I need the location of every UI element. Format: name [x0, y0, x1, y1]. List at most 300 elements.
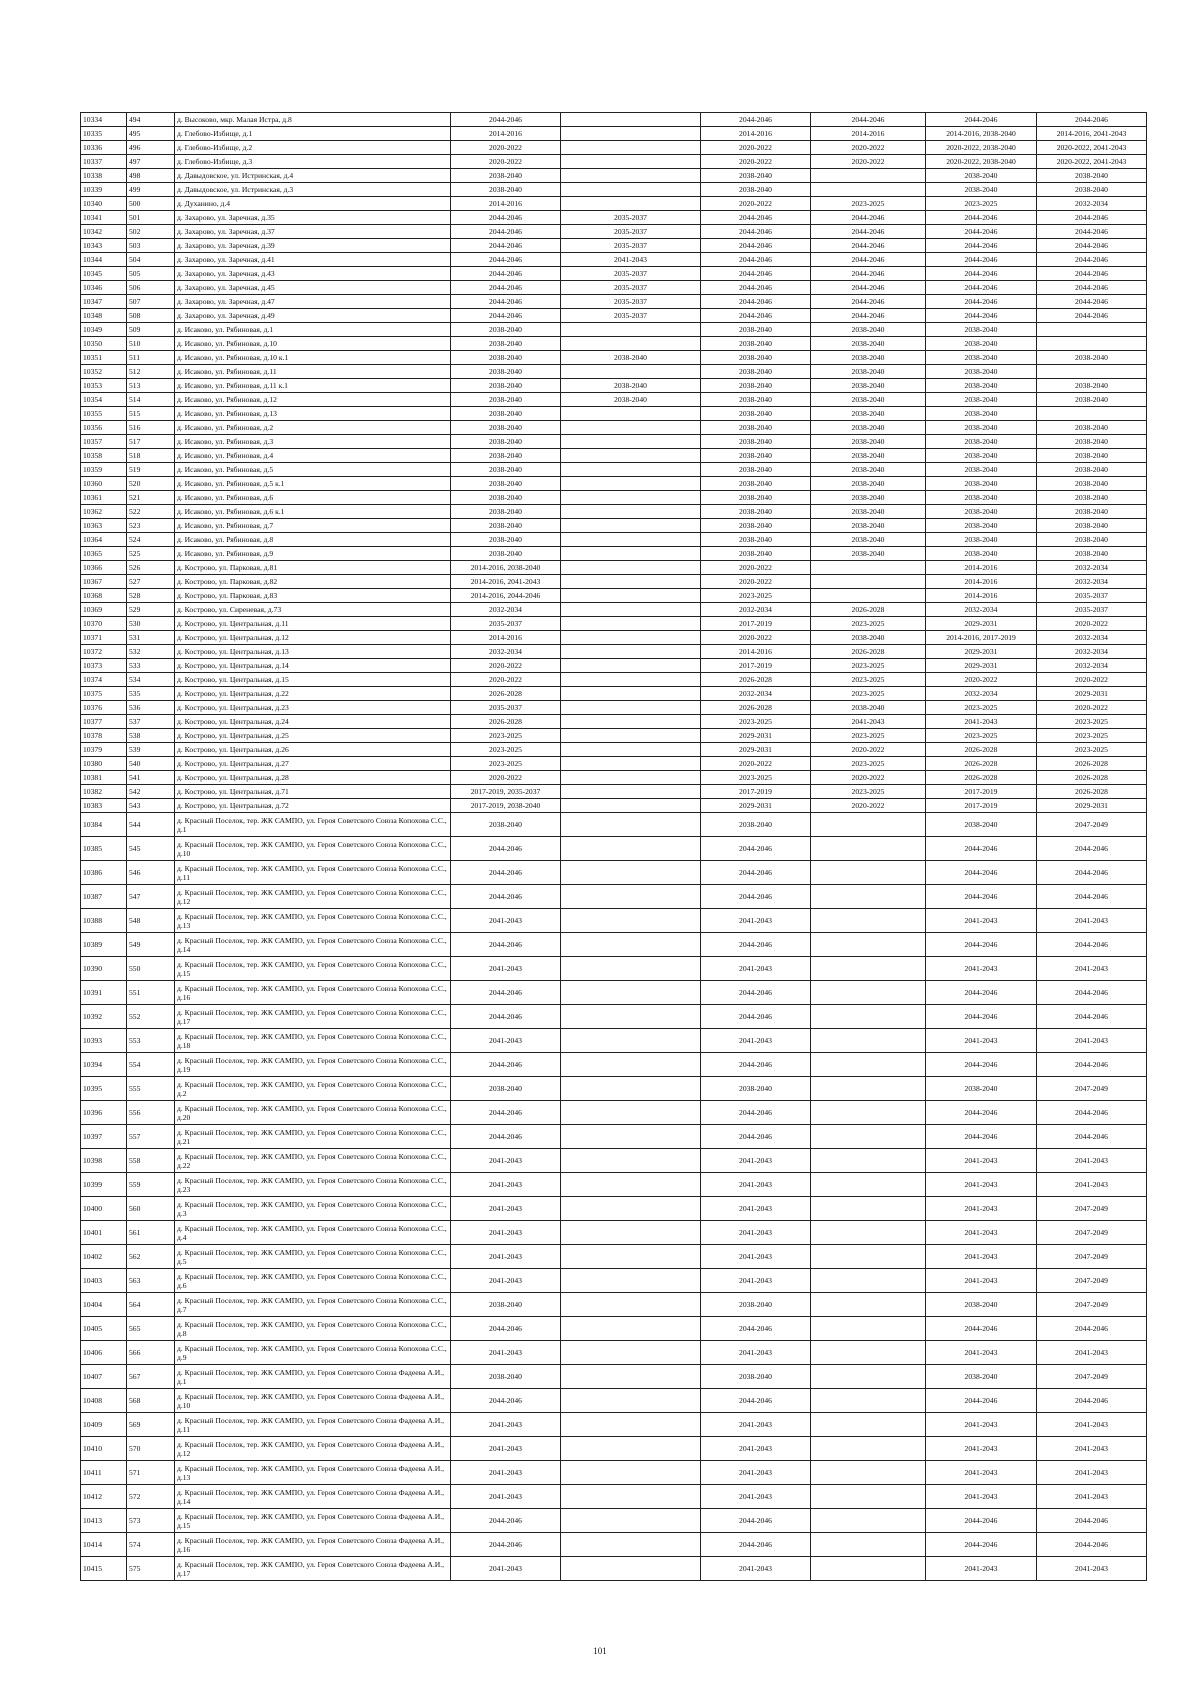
cell-period-4: [811, 169, 926, 183]
cell-period-4: 2044-2046: [811, 211, 926, 225]
cell-period-1: 2044-2046: [451, 1389, 561, 1413]
cell-period-6: 2023-2025: [1037, 715, 1147, 729]
cell-address: д. Глебово-Избище, д.2: [175, 141, 451, 155]
cell-period-6: 2047-2049: [1037, 1293, 1147, 1317]
cell-period-3: 2017-2019: [701, 659, 811, 673]
cell-row-number: 517: [127, 435, 175, 449]
cell-period-4: [811, 1149, 926, 1173]
cell-period-5: 2038-2040: [926, 407, 1037, 421]
cell-period-6: 2035-2037: [1037, 603, 1147, 617]
cell-period-4: 2023-2025: [811, 617, 926, 631]
table-row: [81, 1365, 1147, 1389]
cell-period-4: [811, 1365, 926, 1389]
cell-period-1: 2038-2040: [451, 183, 561, 197]
cell-row-number: 526: [127, 561, 175, 575]
table-row: [81, 1293, 1147, 1317]
cell-record-id: 10339: [81, 183, 127, 197]
cell-row-number: 522: [127, 505, 175, 519]
cell-row-number: 569: [127, 1413, 175, 1437]
cell-period-2: 2041-2043: [561, 253, 701, 267]
cell-period-5: 2041-2043: [926, 1413, 1037, 1437]
cell-period-5: 2044-2046: [926, 1533, 1037, 1557]
cell-period-2: 2035-2037: [561, 281, 701, 295]
cell-row-number: 508: [127, 309, 175, 323]
table-row: [81, 933, 1147, 957]
cell-period-1: 2041-2043: [451, 1341, 561, 1365]
cell-period-1: 2038-2040: [451, 323, 561, 337]
cell-address: д. Красный Поселок, тер. ЖК САМПО, ул. Героя Советского Союза Копохова С.С., д.8: [175, 1317, 451, 1341]
cell-row-number: 509: [127, 323, 175, 337]
cell-period-1: 2023-2025: [451, 743, 561, 757]
cell-period-5: 2032-2034: [926, 687, 1037, 701]
cell-period-1: 2044-2046: [451, 267, 561, 281]
cell-period-6: 2041-2043: [1037, 1557, 1147, 1581]
cell-period-6: 2038-2040: [1037, 477, 1147, 491]
cell-period-2: [561, 631, 701, 645]
cell-period-5: 2044-2046: [926, 1317, 1037, 1341]
cell-period-3: 2038-2040: [701, 337, 811, 351]
cell-address: д. Кострово, ул. Центральная, д.15: [175, 673, 451, 687]
cell-period-6: 2044-2046: [1037, 1509, 1147, 1533]
cell-period-1: 2044-2046: [451, 281, 561, 295]
cell-row-number: 571: [127, 1461, 175, 1485]
cell-period-4: [811, 1173, 926, 1197]
cell-period-4: [811, 1485, 926, 1509]
cell-period-1: 2044-2046: [451, 295, 561, 309]
cell-period-4: 2038-2040: [811, 701, 926, 715]
cell-record-id: 10336: [81, 141, 127, 155]
cell-row-number: 550: [127, 957, 175, 981]
cell-period-5: 2017-2019: [926, 799, 1037, 813]
cell-period-6: 2044-2046: [1037, 1125, 1147, 1149]
cell-record-id: 10393: [81, 1029, 127, 1053]
cell-period-3: 2041-2043: [701, 1173, 811, 1197]
cell-period-3: 2020-2022: [701, 561, 811, 575]
cell-period-6: 2044-2046: [1037, 885, 1147, 909]
cell-period-3: 2020-2022: [701, 141, 811, 155]
table-row: [81, 1173, 1147, 1197]
cell-period-1: 2038-2040: [451, 351, 561, 365]
cell-period-1: 2041-2043: [451, 1221, 561, 1245]
cell-period-3: 2029-2031: [701, 799, 811, 813]
cell-period-6: 2044-2046: [1037, 295, 1147, 309]
cell-record-id: 10415: [81, 1557, 127, 1581]
cell-address: д. Кострово, ул. Сиреневая, д.73: [175, 603, 451, 617]
cell-period-2: [561, 1293, 701, 1317]
cell-period-1: 2038-2040: [451, 813, 561, 837]
cell-record-id: 10409: [81, 1413, 127, 1437]
cell-row-number: 549: [127, 933, 175, 957]
cell-period-6: 2020-2022: [1037, 701, 1147, 715]
cell-period-1: 2038-2040: [451, 519, 561, 533]
cell-period-2: [561, 1533, 701, 1557]
cell-period-1: 2038-2040: [451, 169, 561, 183]
cell-record-id: 10338: [81, 169, 127, 183]
cell-period-6: [1037, 365, 1147, 379]
cell-address: д. Исаково, ул. Рябиновая, д.6 к.1: [175, 505, 451, 519]
cell-period-4: [811, 1509, 926, 1533]
cell-period-6: 2029-2031: [1037, 799, 1147, 813]
cell-period-2: [561, 323, 701, 337]
cell-period-2: [561, 477, 701, 491]
cell-period-3: 2038-2040: [701, 813, 811, 837]
cell-period-4: 2023-2025: [811, 687, 926, 701]
cell-record-id: 10348: [81, 309, 127, 323]
cell-row-number: 495: [127, 127, 175, 141]
cell-address: д. Кострово, ул. Парковая, д.82: [175, 575, 451, 589]
table-row: [81, 1533, 1147, 1557]
cell-period-1: 2020-2022: [451, 155, 561, 169]
cell-record-id: 10353: [81, 379, 127, 393]
cell-period-1: 2041-2043: [451, 1485, 561, 1509]
cell-row-number: 561: [127, 1221, 175, 1245]
cell-period-3: 2044-2046: [701, 239, 811, 253]
cell-record-id: 10363: [81, 519, 127, 533]
cell-period-2: [561, 617, 701, 631]
table-row: [81, 1125, 1147, 1149]
cell-period-4: [811, 1221, 926, 1245]
cell-period-5: 2038-2040: [926, 365, 1037, 379]
cell-period-3: 2020-2022: [701, 631, 811, 645]
cell-address: д. Исаково, ул. Рябиновая, д.11 к.1: [175, 379, 451, 393]
cell-period-5: 2017-2019: [926, 785, 1037, 799]
table-row: [81, 1101, 1147, 1125]
cell-period-1: 2044-2046: [451, 1101, 561, 1125]
cell-period-3: 2017-2019: [701, 785, 811, 799]
cell-period-6: 2041-2043: [1037, 1029, 1147, 1053]
cell-period-2: [561, 113, 701, 127]
table-row: [81, 729, 1147, 743]
table-row: [81, 659, 1147, 673]
cell-address: д. Кострово, ул. Центральная, д.12: [175, 631, 451, 645]
cell-period-3: 2038-2040: [701, 351, 811, 365]
cell-period-3: 2041-2043: [701, 1221, 811, 1245]
cell-row-number: 542: [127, 785, 175, 799]
cell-row-number: 527: [127, 575, 175, 589]
cell-period-4: [811, 561, 926, 575]
cell-address: д. Кострово, ул. Парковая, д.81: [175, 561, 451, 575]
table-row: [81, 169, 1147, 183]
cell-record-id: 10370: [81, 617, 127, 631]
cell-period-4: 2044-2046: [811, 113, 926, 127]
cell-period-6: 2020-2022: [1037, 617, 1147, 631]
cell-address: д. Захарово, ул. Заречная, д.35: [175, 211, 451, 225]
cell-address: д. Захарово, ул. Заречная, д.39: [175, 239, 451, 253]
cell-address: д. Захарово, ул. Заречная, д.41: [175, 253, 451, 267]
cell-period-1: 2044-2046: [451, 837, 561, 861]
cell-record-id: 10342: [81, 225, 127, 239]
cell-record-id: 10398: [81, 1149, 127, 1173]
cell-row-number: 565: [127, 1317, 175, 1341]
cell-row-number: 573: [127, 1509, 175, 1533]
cell-period-1: 2044-2046: [451, 1533, 561, 1557]
cell-period-4: [811, 837, 926, 861]
cell-period-6: 2038-2040: [1037, 393, 1147, 407]
cell-row-number: 514: [127, 393, 175, 407]
cell-row-number: 498: [127, 169, 175, 183]
cell-period-4: 2023-2025: [811, 785, 926, 799]
cell-period-1: 2038-2040: [451, 393, 561, 407]
cell-period-2: [561, 1269, 701, 1293]
cell-period-3: 2038-2040: [701, 491, 811, 505]
cell-period-1: 2041-2043: [451, 1437, 561, 1461]
cell-period-4: [811, 981, 926, 1005]
cell-period-1: 2041-2043: [451, 1557, 561, 1581]
cell-address: д. Захарово, ул. Заречная, д.37: [175, 225, 451, 239]
cell-period-3: 2044-2046: [701, 253, 811, 267]
cell-period-5: 2014-2016: [926, 589, 1037, 603]
cell-period-1: 2038-2040: [451, 491, 561, 505]
cell-period-6: 2044-2046: [1037, 933, 1147, 957]
cell-record-id: 10367: [81, 575, 127, 589]
cell-period-2: [561, 1077, 701, 1101]
table-row: [81, 337, 1147, 351]
cell-period-5: 2044-2046: [926, 295, 1037, 309]
cell-record-id: 10375: [81, 687, 127, 701]
cell-row-number: 563: [127, 1269, 175, 1293]
cell-period-2: [561, 981, 701, 1005]
cell-row-number: 506: [127, 281, 175, 295]
cell-record-id: 10368: [81, 589, 127, 603]
cell-address: д. Красный Поселок, тер. ЖК САМПО, ул. Героя Советского Союза Копохова С.С., д.10: [175, 837, 451, 861]
cell-period-1: 2044-2046: [451, 113, 561, 127]
cell-record-id: 10372: [81, 645, 127, 659]
cell-period-1: 2020-2022: [451, 673, 561, 687]
cell-record-id: 10381: [81, 771, 127, 785]
cell-period-6: 2044-2046: [1037, 239, 1147, 253]
cell-period-3: 2044-2046: [701, 281, 811, 295]
cell-record-id: 10380: [81, 757, 127, 771]
cell-row-number: 566: [127, 1341, 175, 1365]
table-row: [81, 407, 1147, 421]
cell-period-1: 2044-2046: [451, 1053, 561, 1077]
cell-period-2: [561, 1197, 701, 1221]
cell-period-4: 2038-2040: [811, 379, 926, 393]
table-row: [81, 785, 1147, 799]
cell-period-2: [561, 771, 701, 785]
cell-address: д. Кострово, ул. Центральная, д.14: [175, 659, 451, 673]
cell-period-6: 2023-2025: [1037, 729, 1147, 743]
cell-period-4: [811, 1461, 926, 1485]
cell-period-2: 2038-2040: [561, 393, 701, 407]
cell-period-4: [811, 933, 926, 957]
cell-period-5: 2044-2046: [926, 211, 1037, 225]
cell-period-2: 2038-2040: [561, 351, 701, 365]
cell-period-6: 2026-2028: [1037, 757, 1147, 771]
cell-row-number: 524: [127, 533, 175, 547]
cell-period-1: 2044-2046: [451, 1509, 561, 1533]
cell-row-number: 497: [127, 155, 175, 169]
cell-period-4: [811, 575, 926, 589]
cell-period-4: 2020-2022: [811, 771, 926, 785]
cell-period-1: 2014-2016: [451, 127, 561, 141]
cell-period-1: 2038-2040: [451, 547, 561, 561]
cell-period-3: 2044-2046: [701, 1509, 811, 1533]
cell-row-number: 521: [127, 491, 175, 505]
table-row: [81, 351, 1147, 365]
cell-period-2: [561, 687, 701, 701]
table-row: [81, 211, 1147, 225]
cell-period-1: 2026-2028: [451, 715, 561, 729]
cell-period-2: [561, 1413, 701, 1437]
cell-period-1: 2026-2028: [451, 687, 561, 701]
cell-row-number: 504: [127, 253, 175, 267]
cell-period-5: 2044-2046: [926, 861, 1037, 885]
cell-period-1: 2035-2037: [451, 701, 561, 715]
cell-period-3: 2038-2040: [701, 169, 811, 183]
cell-row-number: 496: [127, 141, 175, 155]
table-row: [81, 1437, 1147, 1461]
table-row: [81, 421, 1147, 435]
cell-period-5: 2041-2043: [926, 1485, 1037, 1509]
cell-period-4: 2038-2040: [811, 421, 926, 435]
cell-record-id: 10397: [81, 1125, 127, 1149]
cell-period-4: 2014-2016: [811, 127, 926, 141]
cell-period-4: [811, 813, 926, 837]
table-row: [81, 631, 1147, 645]
cell-period-2: [561, 1245, 701, 1269]
cell-address: д. Кострово, ул. Центральная, д.71: [175, 785, 451, 799]
cell-period-5: 2038-2040: [926, 1365, 1037, 1389]
table-row: [81, 1029, 1147, 1053]
cell-record-id: 10344: [81, 253, 127, 267]
cell-period-5: 2026-2028: [926, 771, 1037, 785]
cell-period-5: 2020-2022, 2038-2040: [926, 155, 1037, 169]
table-row: [81, 1413, 1147, 1437]
cell-period-5: 2044-2046: [926, 1053, 1037, 1077]
cell-period-6: [1037, 323, 1147, 337]
cell-period-5: 2026-2028: [926, 757, 1037, 771]
cell-period-2: [561, 1509, 701, 1533]
cell-period-5: 2038-2040: [926, 435, 1037, 449]
cell-record-id: 10359: [81, 463, 127, 477]
cell-period-4: 2026-2028: [811, 603, 926, 617]
cell-period-2: [561, 1365, 701, 1389]
cell-period-6: 2047-2049: [1037, 1245, 1147, 1269]
cell-period-4: 2038-2040: [811, 505, 926, 519]
cell-record-id: 10355: [81, 407, 127, 421]
cell-period-6: 2044-2046: [1037, 309, 1147, 323]
table-row: [81, 1557, 1147, 1581]
cell-record-id: 10379: [81, 743, 127, 757]
cell-row-number: 575: [127, 1557, 175, 1581]
cell-period-5: 2041-2043: [926, 1197, 1037, 1221]
cell-period-5: 2020-2022: [926, 673, 1037, 687]
cell-row-number: 562: [127, 1245, 175, 1269]
cell-period-3: 2038-2040: [701, 547, 811, 561]
cell-row-number: 528: [127, 589, 175, 603]
cell-period-1: 2017-2019, 2038-2040: [451, 799, 561, 813]
table-row: [81, 239, 1147, 253]
cell-period-2: [561, 1341, 701, 1365]
cell-period-1: 2041-2043: [451, 1461, 561, 1485]
cell-row-number: 537: [127, 715, 175, 729]
cell-period-5: 2014-2016: [926, 561, 1037, 575]
cell-period-6: 2044-2046: [1037, 1533, 1147, 1557]
cell-period-4: 2023-2025: [811, 659, 926, 673]
cell-record-id: 10402: [81, 1245, 127, 1269]
cell-period-2: [561, 1221, 701, 1245]
cell-period-5: 2038-2040: [926, 323, 1037, 337]
cell-period-5: 2041-2043: [926, 1557, 1037, 1581]
cell-period-4: 2038-2040: [811, 477, 926, 491]
cell-period-6: 2026-2028: [1037, 785, 1147, 799]
table-row: [81, 1221, 1147, 1245]
cell-address: д. Красный Поселок, тер. ЖК САМПО, ул. Героя Советского Союза Копохова С.С., д.21: [175, 1125, 451, 1149]
cell-period-3: 2044-2046: [701, 861, 811, 885]
cell-row-number: 567: [127, 1365, 175, 1389]
table-row: [81, 253, 1147, 267]
table-row: [81, 435, 1147, 449]
cell-address: д. Кострово, ул. Центральная, д.24: [175, 715, 451, 729]
cell-period-6: 2038-2040: [1037, 519, 1147, 533]
cell-period-1: 2041-2043: [451, 909, 561, 933]
cell-period-5: 2038-2040: [926, 337, 1037, 351]
cell-period-3: 2041-2043: [701, 1269, 811, 1293]
cell-period-2: [561, 799, 701, 813]
cell-period-1: 2044-2046: [451, 1317, 561, 1341]
cell-period-1: 2044-2046: [451, 1005, 561, 1029]
cell-address: д. Кострово, ул. Центральная, д.27: [175, 757, 451, 771]
cell-period-4: [811, 861, 926, 885]
cell-period-2: 2035-2037: [561, 225, 701, 239]
cell-address: д. Исаково, ул. Рябиновая, д.4: [175, 449, 451, 463]
table-row: [81, 155, 1147, 169]
cell-period-2: [561, 519, 701, 533]
cell-address: д. Кострово, ул. Центральная, д.28: [175, 771, 451, 785]
cell-address: д. Исаково, ул. Рябиновая, д.1: [175, 323, 451, 337]
cell-period-6: 2041-2043: [1037, 1413, 1147, 1437]
cell-period-5: 2044-2046: [926, 1389, 1037, 1413]
cell-address: д. Давыдовское, ул. Истринская, д.4: [175, 169, 451, 183]
cell-period-1: 2038-2040: [451, 463, 561, 477]
cell-period-2: [561, 933, 701, 957]
cell-record-id: 10343: [81, 239, 127, 253]
cell-period-1: 2041-2043: [451, 1029, 561, 1053]
cell-period-3: 2041-2043: [701, 957, 811, 981]
cell-period-5: 2020-2022, 2038-2040: [926, 141, 1037, 155]
cell-period-4: 2038-2040: [811, 491, 926, 505]
cell-period-3: 2038-2040: [701, 463, 811, 477]
cell-period-5: 2041-2043: [926, 1173, 1037, 1197]
cell-record-id: 10371: [81, 631, 127, 645]
cell-row-number: 513: [127, 379, 175, 393]
cell-period-1: 2032-2034: [451, 645, 561, 659]
cell-period-2: [561, 449, 701, 463]
cell-period-1: 2041-2043: [451, 957, 561, 981]
table-row: [81, 477, 1147, 491]
cell-period-4: 2044-2046: [811, 253, 926, 267]
cell-period-3: 2038-2040: [701, 435, 811, 449]
cell-period-1: 2023-2025: [451, 729, 561, 743]
cell-record-id: 10335: [81, 127, 127, 141]
cell-period-6: 2041-2043: [1037, 1341, 1147, 1365]
cell-period-3: 2020-2022: [701, 197, 811, 211]
cell-record-id: 10401: [81, 1221, 127, 1245]
cell-row-number: 558: [127, 1149, 175, 1173]
cell-period-5: 2038-2040: [926, 1077, 1037, 1101]
cell-period-4: [811, 1269, 926, 1293]
cell-period-5: 2044-2046: [926, 267, 1037, 281]
cell-period-5: 2023-2025: [926, 197, 1037, 211]
cell-period-6: 2047-2049: [1037, 1269, 1147, 1293]
cell-period-1: 2038-2040: [451, 449, 561, 463]
cell-period-4: 2038-2040: [811, 631, 926, 645]
cell-row-number: 559: [127, 1173, 175, 1197]
cell-period-2: [561, 861, 701, 885]
cell-address: д. Красный Поселок, тер. ЖК САМПО, ул. Героя Советского Союза Фадеева А.И., д.15: [175, 1509, 451, 1533]
table-row: [81, 715, 1147, 729]
